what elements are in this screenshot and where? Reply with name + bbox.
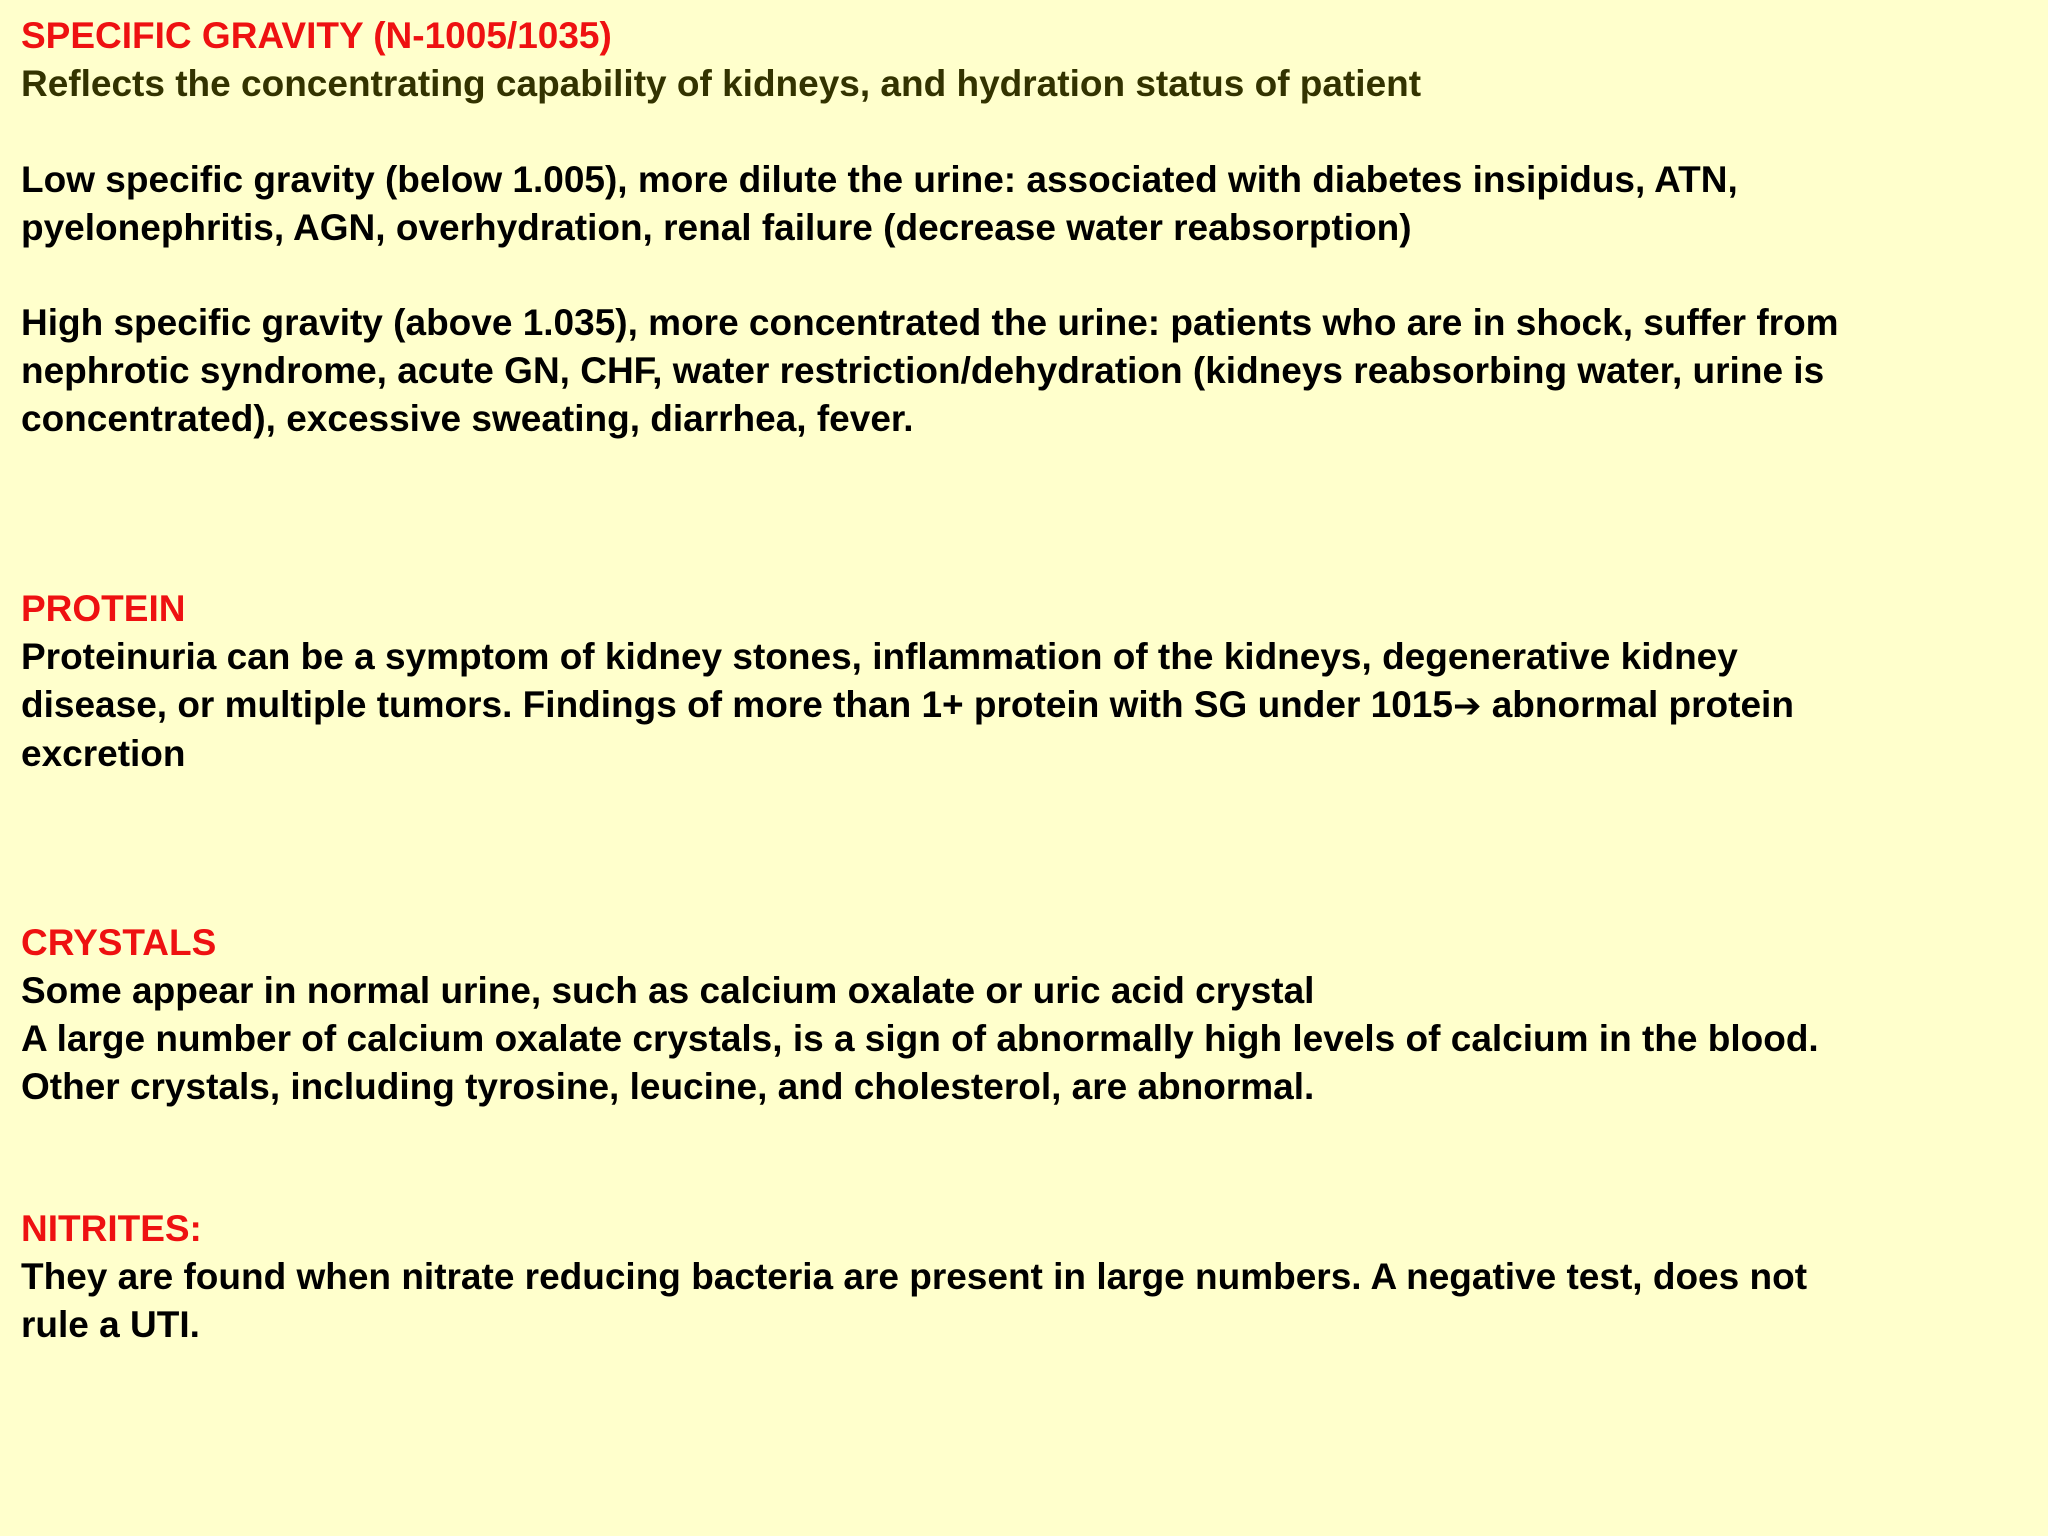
protein-heading: PROTEIN [21, 588, 186, 629]
protein-line-1: Proteinuria can be a symptom of kidney stones, inflammation of the kidneys, degenerative kidney [21, 636, 1738, 677]
crystals-paragraph [21, 967, 2031, 1111]
nitrites-section [21, 1205, 2031, 1349]
specific-gravity-heading: SPECIFIC GRAVITY (N-1005/1035) [21, 15, 612, 56]
protein-paragraph [21, 633, 2031, 778]
crystals-line-1: Some appear in normal urine, such as calcium oxalate or uric acid crystal [21, 970, 1315, 1011]
crystals-line-2: A large number of calcium oxalate crystals, is a sign of abnormally high levels of calcium in the blood. [21, 1018, 1819, 1059]
crystals-section [21, 919, 2031, 1111]
crystals-line-3: Other crystals, including tyrosine, leucine, and cholesterol, are abnormal. [21, 1066, 1315, 1107]
specific-gravity-subtitle: Reflects the concentrating capability of kidneys, and hydration status of patient [21, 63, 1422, 104]
specific-gravity-section [21, 12, 2031, 108]
protein-section [21, 585, 2031, 778]
high-sg-line-1: High specific gravity (above 1.035), more concentrated the urine: patients who are in shock, suffer from [21, 302, 1839, 343]
nitrites-line-2: rule a UTI. [21, 1304, 200, 1345]
nitrites-paragraph [21, 1253, 2031, 1349]
low-sg-line-2: pyelonephritis, AGN, overhydration, renal failure (decrease water reabsorption) [21, 207, 1412, 248]
protein-line-2 [21, 681, 2031, 730]
high-sg-line-2: nephrotic syndrome, acute GN, CHF, water restriction/dehydration (kidneys reabsorbing water, urine is [21, 350, 1825, 391]
nitrites-line-1: They are found when nitrate reducing bacteria are present in large numbers. A negative test, does not [21, 1256, 1808, 1297]
high-sg-line-3: concentrated), excessive sweating, diarrhea, fever. [21, 398, 914, 439]
crystals-heading: CRYSTALS [21, 922, 217, 963]
protein-line-3: excretion [21, 733, 186, 774]
nitrites-heading: NITRITES: [21, 1208, 202, 1249]
protein-line-2-tail: abnormal protein [1481, 684, 1794, 725]
low-specific-gravity-paragraph [21, 156, 2031, 252]
right-arrow-icon: ➔ [1452, 686, 1482, 726]
high-specific-gravity-paragraph [21, 299, 2031, 443]
low-sg-line-1: Low specific gravity (below 1.005), more dilute the urine: associated with diabetes insipidus, ATN, [21, 159, 1738, 200]
protein-line-2-text: disease, or multiple tumors. Findings of more than 1+ protein with SG under 1015 [21, 684, 1453, 725]
